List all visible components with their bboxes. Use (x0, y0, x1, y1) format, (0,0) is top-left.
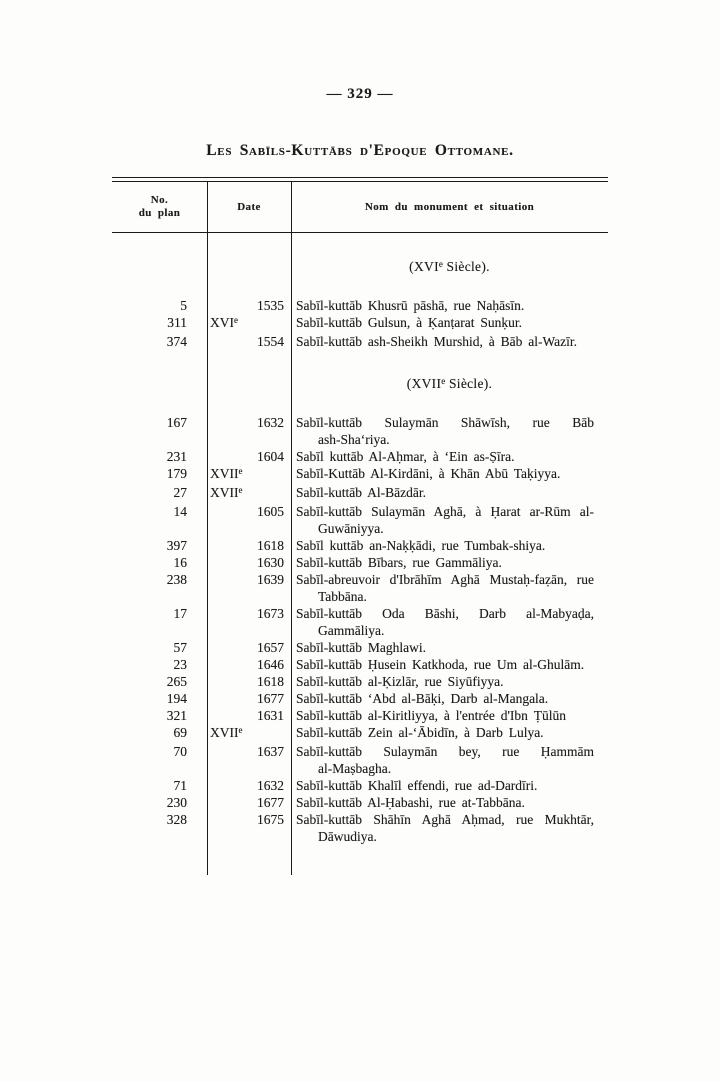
col-header-monument: Nom du monument et situation (291, 182, 608, 233)
row-plan-number: 311 (167, 315, 187, 330)
century-superscript: e (441, 376, 446, 386)
row-monument-name: Sabīl-kuttāb Sulaymān Shāwīsh, rue Bāb ash‑Sha‘riya. (296, 415, 594, 447)
row-plan-number: 238 (166, 572, 187, 587)
row-date: 1618 (257, 538, 284, 553)
row-date: 1677 (257, 691, 284, 706)
section-heading: (XVIIe Siècle). (406, 376, 493, 391)
row-plan-number: 5 (180, 298, 187, 313)
row-plan-number: 17 (173, 606, 187, 621)
row-date: 1637 (257, 744, 284, 759)
row-plan-number: 69 (173, 725, 187, 740)
row-plan-number: 374 (166, 334, 187, 349)
row-date: 1646 (257, 657, 284, 672)
row-monument-name: Sabīl-abreuvoir d'Ibrāhīm Aghā Mustaḥ-faẓān, rue Tabbāna. (296, 572, 594, 604)
row-plan-number: 397 (166, 538, 187, 553)
row-monument-name: Sabīl-kuttāb Khalīl effendi, rue ad-Dardīri. (296, 778, 538, 793)
row-plan-number: 328 (166, 812, 187, 827)
row-monument-name: Sabīl-kuttāb ash-Sheikh Murshid, à Bāb al‑Wazīr. (296, 334, 577, 349)
row-date: 1632 (257, 778, 284, 793)
row-plan-number: 16 (173, 555, 187, 570)
row-plan-number: 167 (166, 415, 187, 430)
row-date: 1673 (257, 606, 284, 621)
row-plan-number: 70 (173, 744, 187, 759)
row-date: 1554 (257, 334, 284, 349)
row-plan-number: 14 (173, 504, 187, 519)
row-date: 1631 (257, 708, 284, 723)
column-divider-2 (291, 182, 292, 875)
row-monument-name: Sabīl-kuttāb Al-Bāzdār. (296, 485, 426, 500)
row-monument-name: Sabīl-kuttāb ‘Abd al-Bāḳi, Darb al-Mangala. (296, 691, 549, 706)
row-monument-name: Sabīl-kuttāb al-Kiritliyya, à l'entrée d'Ibn Ṭūlūn (296, 708, 567, 723)
row-date: 1535 (257, 298, 284, 313)
row-plan-number: 231 (166, 449, 187, 464)
column-divider-1 (207, 182, 208, 875)
row-plan-number: 23 (173, 657, 187, 672)
row-plan-number: 265 (166, 674, 187, 689)
row-plan-number: 194 (166, 691, 187, 706)
monuments-table (112, 177, 608, 875)
row-date: XVIe (210, 315, 238, 330)
row-monument-name: Sabīl kuttāb an-Naḳḳādi, rue Tumbak-shiya. (296, 538, 546, 553)
row-monument-name: Sabīl-kuttāb Bībars, rue Gammāliya. (296, 555, 502, 570)
row-date: 1630 (257, 555, 284, 570)
row-date: 1639 (257, 572, 284, 587)
row-plan-number: 57 (173, 640, 187, 655)
row-monument-name: Sabīl-kuttāb Sulaymān bey, rue Ḥammām al‑Maṣbagha. (296, 744, 594, 776)
row-monument-name: Sabīl-kuttāb Gulsun, à Ḳanṭarat Sunḳur. (296, 315, 522, 330)
row-monument-name: Sabīl-kuttāb Oda Bāshi, Darb al-Mabyaḍa, Gammāliya. (296, 606, 594, 638)
row-monument-name: Sabīl-kuttāb Sulaymān Aghā, à Ḥarat ar-Rūm al-Guwāniyya. (296, 504, 594, 536)
row-date: 1632 (257, 415, 284, 430)
page-number: — 329 — (326, 86, 394, 102)
col-header-no-line1: No. (150, 194, 169, 206)
col-header-no-line2: du plan (138, 207, 181, 219)
row-monument-name: Sabīl kuttāb Al-Aḥmar, à ‘Ein as-Ṣīra. (296, 449, 515, 464)
row-monument-name: Sabīl-kuttāb Maghlawi. (296, 640, 426, 655)
row-monument-name: Sabīl-kuttāb Al-Ḥabashi, rue at-Tabbāna. (296, 795, 525, 810)
row-date: XVIIe (210, 485, 243, 500)
row-monument-name: Sabīl-kuttāb Shāhīn Aghā Aḥmad, rue Mukhtār, Dāwudiya. (296, 812, 594, 844)
row-plan-number: 71 (173, 778, 187, 793)
row-plan-number: 179 (166, 466, 187, 481)
century-superscript: e (438, 259, 443, 269)
row-monument-name: Sabīl-Kuttāb Al-Kirdāni, à Khān Abū Taḳiyya. (296, 466, 561, 481)
col-header-no-du-plan (112, 182, 207, 233)
row-date: 1675 (257, 812, 284, 827)
row-monument-name: Sabīl-kuttāb al-Ḳizlār, rue Siyūfiyya. (296, 674, 504, 689)
row-monument-name: Sabīl-kuttāb Khusrū pāshā, rue Naḥāsīn. (296, 298, 525, 313)
century-superscript: e (238, 485, 243, 495)
row-plan-number: 321 (166, 708, 187, 723)
section-heading: (XVIe Siècle). (409, 259, 490, 274)
row-date: 1604 (257, 449, 284, 464)
row-date: 1618 (257, 674, 284, 689)
document-title: Les Sabīls-Kuttābs d'Epoque Ottomane. (206, 142, 514, 159)
row-monument-name: Sabīl-kuttāb Zein al-‘Ābidīn, à Darb Lulya. (296, 725, 544, 740)
row-date: 1677 (257, 795, 284, 810)
row-date: 1605 (257, 504, 284, 519)
row-date: 1657 (257, 640, 284, 655)
row-date: XVIIe (210, 466, 243, 481)
row-plan-number: 27 (173, 485, 187, 500)
century-superscript: e (238, 466, 243, 476)
century-superscript: e (234, 315, 238, 325)
row-date: XVIIe (210, 725, 243, 740)
century-superscript: e (238, 725, 243, 735)
row-monument-name: Sabīl-kuttāb Ḥusein Katkhoda, rue Um al‑Ghulām. (296, 657, 585, 672)
row-plan-number: 230 (166, 795, 187, 810)
col-header-date: Date (207, 182, 291, 233)
